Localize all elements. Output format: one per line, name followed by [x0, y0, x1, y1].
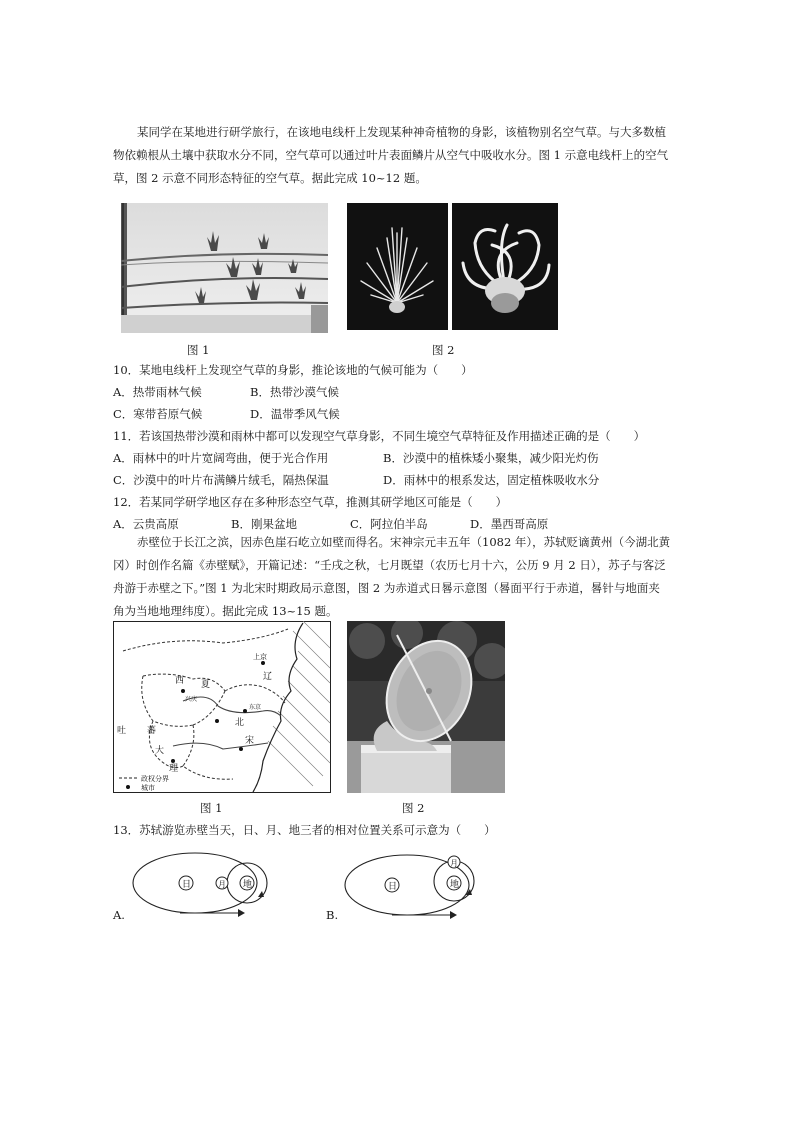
passage1-line-2: 物依赖根从土壤中获取水分不同，空气草可以通过叶片表面鳞片从空气中吸收水分。图 1 示意电线杆上的空气	[113, 148, 669, 162]
passage2-line-1: 赤壁位于长江之滨，因赤色崖石屹立如壁而得名。宋神宗元丰五年（1082 年），苏轼贬谪黄州（今湖北黄	[137, 535, 671, 549]
map-label-shangjing: 上京	[253, 653, 267, 661]
wire-airplant-photo	[121, 203, 328, 333]
q10-option-c: C．寒带苔原气候	[113, 407, 203, 421]
map-label-liao: 辽	[263, 672, 273, 682]
map-label-xia: 夏	[201, 680, 211, 690]
fig2-caption-2: 图 2	[402, 801, 425, 815]
diagram-a-earth-label: 地	[243, 880, 253, 890]
diagram-b-sun-label: 日	[388, 882, 398, 892]
q13-stem: 13．苏轼游览赤壁当天，日、月、地三者的相对位置关系可示意为（ ）	[113, 823, 496, 837]
fig2-caption: 图 2	[432, 343, 455, 357]
legend-city: 城市	[141, 784, 155, 792]
passage2-line-2: 冈）时创作名篇《赤壁赋》，开篇记述：“壬戌之秋，七月既望（农历七月十六，公历 9 月 2 日），苏子与客泛	[113, 558, 666, 572]
q11-option-d: D．雨林中的根系发达，固定植株吸收水分	[383, 473, 600, 487]
fig1-caption-2: 图 1	[200, 801, 223, 815]
q12-option-a: A．云贵高原	[113, 517, 179, 531]
diagram-b-moon-label: 月	[450, 859, 458, 868]
map-label-dongjing: 东京	[249, 704, 262, 711]
q11-option-a: A．雨林中的叶片宽阔弯曲，便于光合作用	[113, 451, 329, 465]
q12-option-c: C．阿拉伯半岛	[350, 517, 428, 531]
q12-option-d: D．墨西哥高原	[470, 517, 549, 531]
passage1-line-3: 草，图 2 示意不同形态特征的空气草。据此完成 10~12 题。	[113, 171, 427, 185]
diagram-b-earth-label: 地	[450, 880, 460, 890]
map-label-song: 宋	[245, 736, 255, 746]
map-label-xingqing: 兴庆	[185, 696, 198, 703]
airplant-forms-photo	[347, 203, 558, 330]
q11-stem: 11．若该国热带沙漠和雨林中都可以发现空气草身影，不同生境空气草特征及作用描述正确的是（ ）	[113, 429, 646, 443]
q13-diagram-a	[130, 845, 270, 925]
map-label-tu: 吐	[117, 726, 127, 736]
map-label-bei: 北	[235, 718, 245, 728]
q10-option-a: A．热带雨林气候	[113, 385, 202, 399]
q10-stem: 10．某地电线杆上发现空气草的身影，推论该地的气候可能为（ ）	[113, 363, 473, 377]
q10-option-b: B．热带沙漠气候	[250, 385, 339, 399]
fig1-caption: 图 1	[187, 343, 210, 357]
passage1-line-1: 某同学在某地进行研学旅行，在该地电线杆上发现某种神奇植物的身影，该植物别名空气草。与大多数植	[137, 125, 666, 139]
diagram-a-moon-label: 月	[218, 880, 226, 889]
diagram-a-sun-label: 日	[182, 880, 192, 890]
q10-option-d: D．温带季风气候	[250, 407, 340, 421]
northern-song-map	[113, 621, 331, 793]
q11-option-c: C．沙漠中的叶片布满鳞片绒毛，隔热保温	[113, 473, 329, 487]
passage2-line-4: 角为当地地理纬度）。据此完成 13~15 题。	[113, 604, 338, 618]
map-label-da: 大	[155, 746, 165, 756]
map-label-li: 理	[169, 764, 179, 774]
map-label-fan: 蕃	[147, 726, 157, 736]
q13-option-b-label: B.	[326, 908, 339, 922]
legend-boundary: 政权分界	[141, 775, 169, 783]
q11-option-b: B．沙漠中的植株矮小聚集，减少阳光灼伤	[383, 451, 599, 465]
passage2-line-3: 舟游于赤壁之下。”图 1 为北宋时期政局示意图，图 2 为赤道式日晷示意图（晷面平行于赤道，晷针与地面夹	[113, 581, 660, 595]
q12-stem: 12．若某同学研学地区存在多种形态空气草，推测其研学地区可能是（ ）	[113, 495, 508, 509]
map-label-xi: 西	[175, 676, 185, 686]
equatorial-sundial-photo	[347, 621, 505, 793]
q12-option-b: B．刚果盆地	[231, 517, 297, 531]
q13-diagram-b	[342, 845, 482, 925]
q13-option-a-label: A.	[113, 908, 125, 922]
